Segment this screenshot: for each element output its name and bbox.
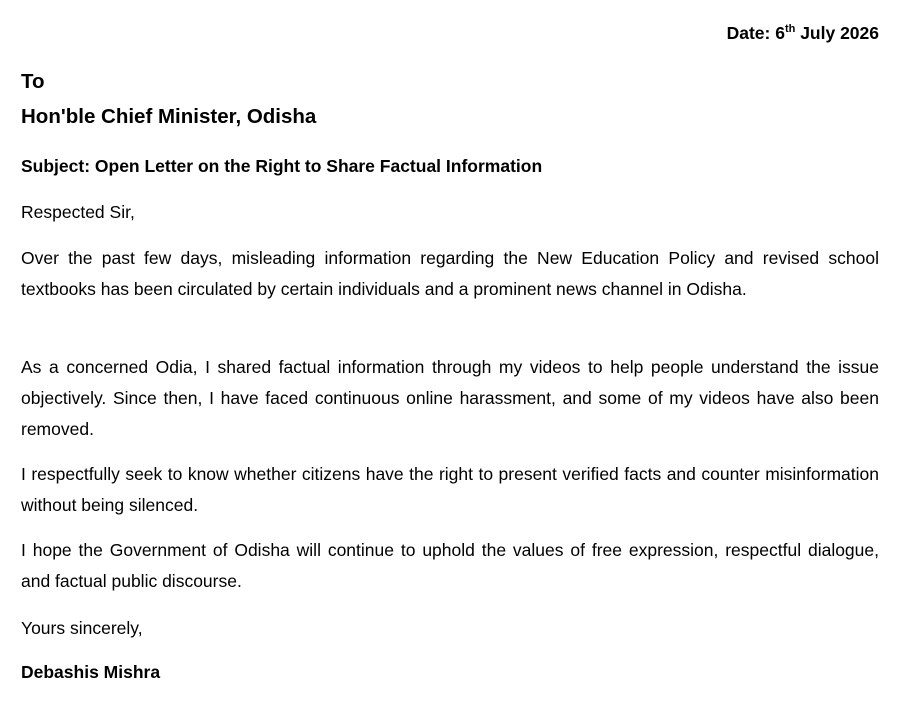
salutation: Respected Sir, bbox=[21, 202, 135, 222]
body-paragraph-2: As a concerned Odia, I shared factual information through my videos to help people understand the issue objectively. Since then, I have faced continuous online harassment, and some of my videos have also been removed. bbox=[21, 357, 879, 439]
date-superscript: th bbox=[784, 23, 796, 35]
body-paragraph-4: I hope the Government of Odisha will continue to uphold the values of free expression, respectful dialogue, and factual public discourse. bbox=[21, 540, 879, 591]
date-suffix: July 2026 bbox=[795, 23, 879, 43]
closing: Yours sincerely, bbox=[21, 618, 143, 638]
body-paragraph-1: Over the past few days, misleading information regarding the New Education Policy and revised school textbooks has been circulated by certain individuals and a prominent news channel in Odisha. bbox=[21, 248, 879, 299]
date-prefix: Date: 6 bbox=[726, 23, 785, 43]
recipient: Hon'ble Chief Minister, Odisha bbox=[21, 105, 317, 128]
subject-line: Subject: Open Letter on the Right to Share Factual Information bbox=[21, 156, 543, 176]
signature: Debashis Mishra bbox=[21, 662, 161, 682]
to-label: To bbox=[21, 70, 45, 93]
letter-date bbox=[727, 21, 879, 45]
body-paragraph-3: I respectfully seek to know whether citizens have the right to present verified facts and counter misinformation without being silenced. bbox=[21, 464, 879, 515]
